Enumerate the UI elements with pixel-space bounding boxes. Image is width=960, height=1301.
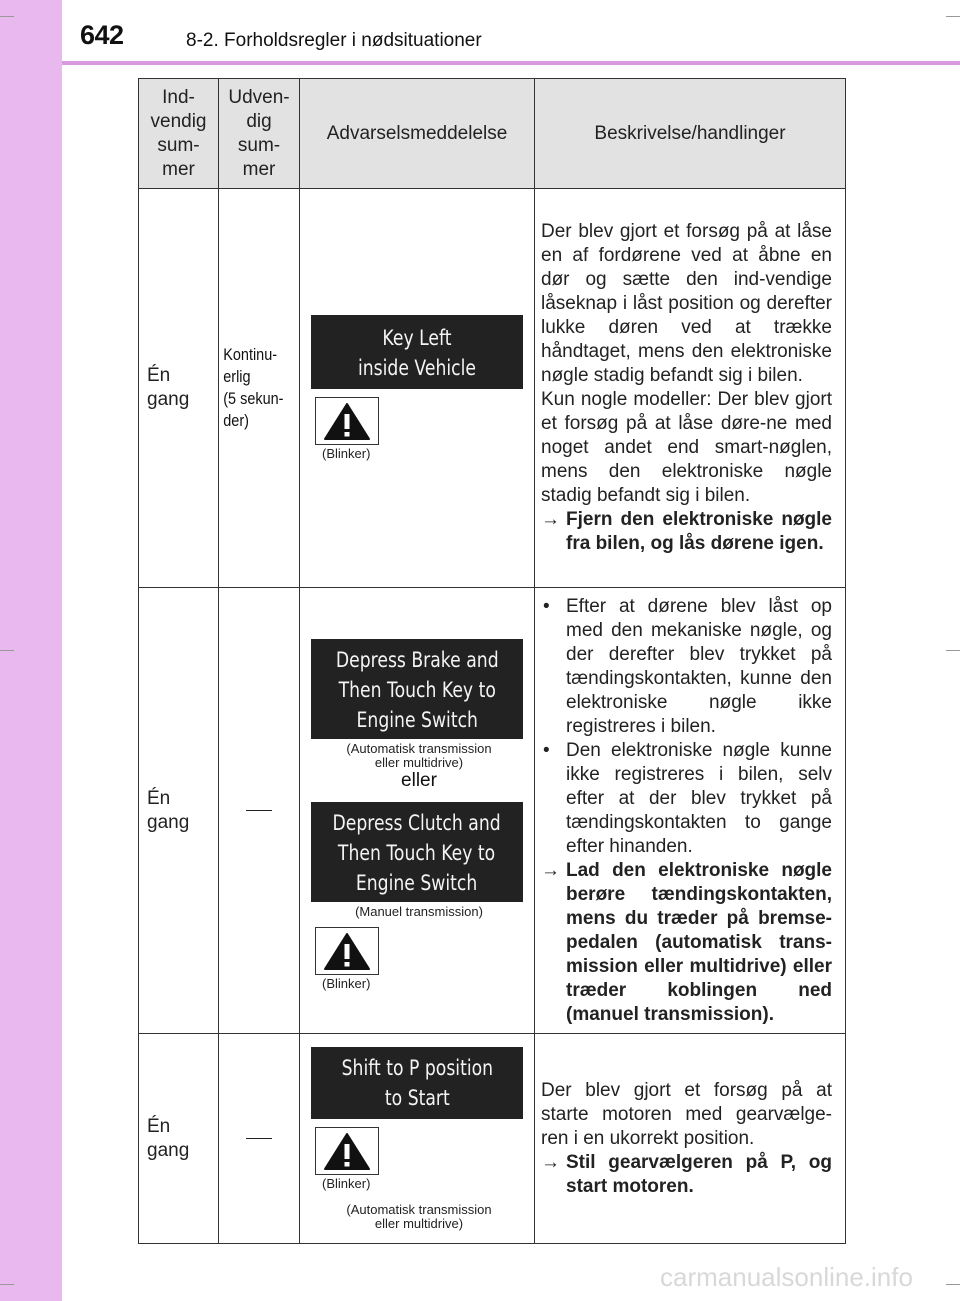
action-line: → Stil gearvælgeren på P, og start motoren. (541, 1151, 832, 1197)
description-text: Der blev gjort et forsøg på at låse en af fordørene ved at åbne en dør og sætte den ind-vendige låseknap i låst position og derefter lukke døren ved at trække håndtaget, mens den elektroniske nøgle stadig befandt sig i bilen. (541, 221, 832, 386)
description-cell (535, 588, 846, 1034)
header-warning-message: Advarselsmeddelelse (300, 79, 535, 189)
table-header-row (139, 79, 846, 189)
outside-buzzer-cell (219, 1034, 300, 1244)
bullet-dot: • (543, 595, 550, 617)
message-screen: Depress Brake and Then Touch Key to Engine Switch (311, 639, 523, 739)
dash-mark (246, 1138, 272, 1139)
header-outside-buzzer: Udven- dig sum- mer (219, 79, 300, 189)
crop-mark (0, 16, 14, 17)
crop-mark (0, 1284, 14, 1285)
right-arrow-icon: → (541, 859, 560, 881)
header-rule (62, 61, 960, 65)
warning-triangle-icon (323, 401, 371, 441)
table-row (139, 189, 846, 588)
bullet-item: • Efter at dørene blev låst op med den mekaniske nøgle, og der derefter blev trykket på tændingskontakten, kunne den elektroniske nøgle ikke registreres i bilen. (543, 595, 832, 737)
table-row (139, 588, 846, 1034)
crop-mark (946, 1284, 960, 1285)
right-arrow-icon: → (541, 509, 560, 530)
screen-caption: (Automatisk transmission eller multidrive) (346, 1201, 492, 1231)
page-number: 642 (80, 20, 124, 50)
inside-buzzer-cell: Én gang (139, 1034, 219, 1244)
blink-caption: (Blinker) (322, 446, 371, 461)
warning-message-cell (300, 189, 535, 588)
message-screen: Key Left inside Vehicle (311, 315, 523, 389)
outside-buzzer-cell (219, 588, 300, 1034)
blink-caption: (Blinker) (322, 975, 371, 991)
message-screen: Depress Clutch and Then Touch Key to Engine Switch (311, 802, 523, 902)
warning-message-cell (300, 1034, 535, 1244)
header-description: Beskrivelse/handlinger (535, 79, 846, 189)
blink-caption: (Blinker) (322, 1175, 371, 1191)
bullet-item: • Den elektroniske nøgle kunne ikke registreres i bilen, selv efter at der blev trykket på tændingskontakten to gange efter hinanden. (543, 739, 832, 857)
or-text: eller (401, 769, 437, 791)
watermark: carmanualsonline.info (660, 1262, 913, 1292)
dash-mark (246, 810, 272, 811)
message-screen: Shift to P position to Start (311, 1047, 523, 1119)
screen-caption: (Manuel transmission) (355, 903, 483, 919)
warning-triangle-icon (323, 931, 371, 971)
description-cell (535, 189, 846, 588)
description-cell (535, 1034, 846, 1244)
inside-buzzer-cell: Én gang (139, 588, 219, 1034)
warning-message-cell (300, 588, 535, 1034)
warning-message-table (138, 78, 846, 1244)
action-line: → Fjern den elektroniske nøgle fra bilen, og lås dørene igen. (541, 509, 832, 554)
right-arrow-icon: → (541, 1151, 560, 1173)
action-line: → Lad den elektroniske nøgle berøre tændingskontakten, mens du træder på bremse-pedalen (automatisk trans-mission eller multidrive) eller træder koblingen ned (manuel transmission). (541, 859, 832, 1025)
section-title: 8-2. Forholdsregler i nødsituationer (186, 30, 482, 51)
warning-light-box (315, 927, 379, 975)
inside-buzzer-cell: Én gang (139, 189, 219, 588)
crop-mark (0, 650, 14, 651)
table-row (139, 1034, 846, 1244)
crop-mark (946, 650, 960, 651)
warning-light-box (315, 1127, 379, 1175)
description-text: Kun nogle modeller: Der blev gjort et forsøg på at låse døre-ne med noget andet end smart-nøglen, mens den elektroniske nøgle stadig befandt sig i bilen. (541, 389, 832, 506)
screen-caption: (Automatisk transmission eller multidrive) (346, 740, 492, 770)
description-text: Der blev gjort et forsøg på at starte motoren med gearvælge-ren i en ukorrekt position. (541, 1079, 832, 1149)
warning-light-box (315, 397, 379, 445)
warning-triangle-icon (323, 1131, 371, 1171)
outside-buzzer-cell: Kontinu- erlig (5 sekun- der) (219, 189, 300, 588)
bullet-dot: • (543, 739, 550, 761)
crop-mark (946, 16, 960, 17)
header-inside-buzzer: Ind- vendig sum- mer (139, 79, 219, 189)
